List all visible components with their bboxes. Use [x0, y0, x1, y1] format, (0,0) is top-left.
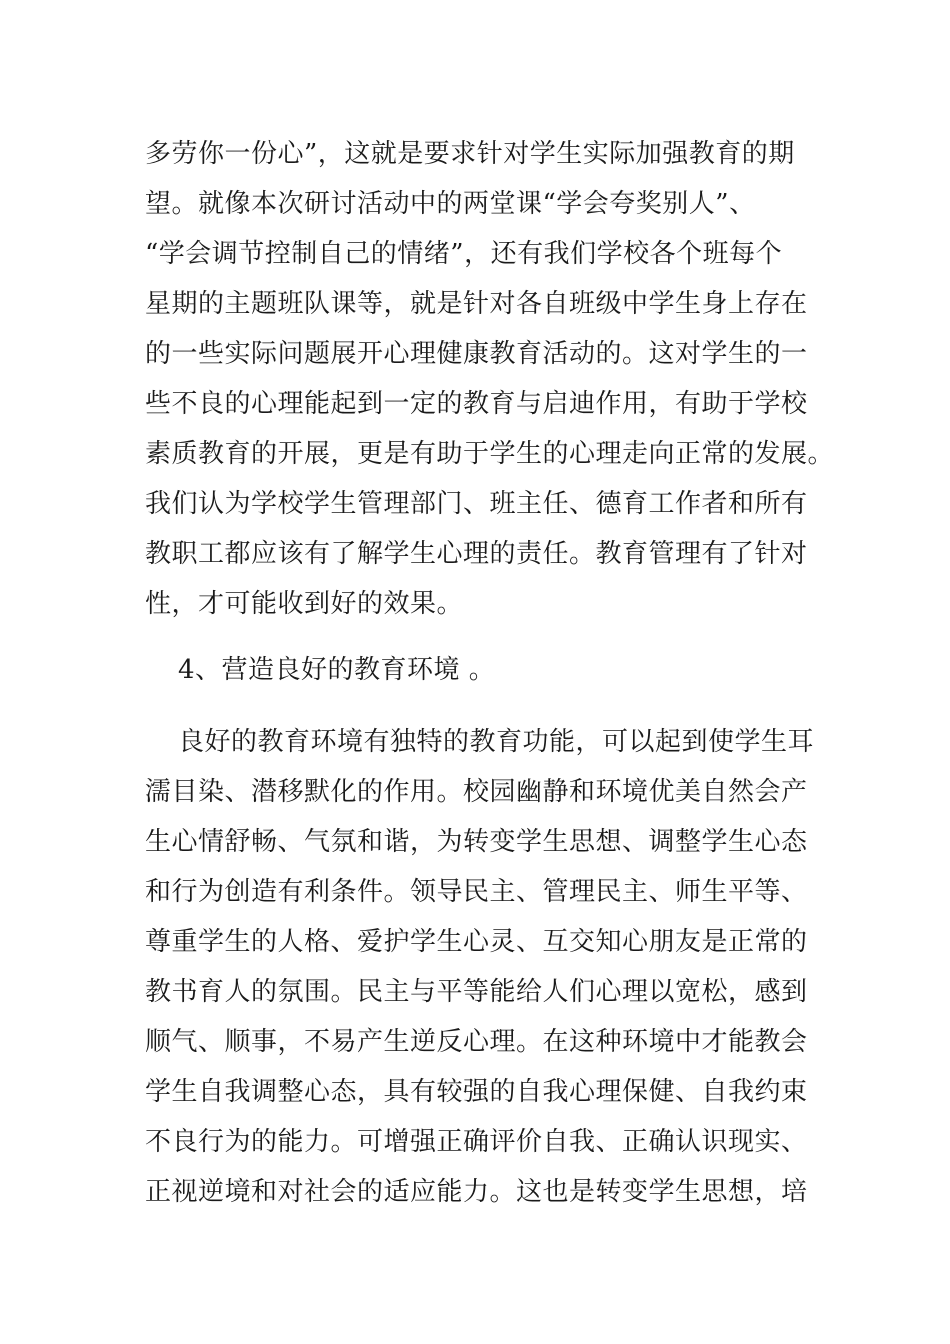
paragraph-2-line-3: 生心情舒畅、气氛和谐，为转变学生思想、调整学生心态 [145, 827, 808, 857]
paragraph-1-line-10: 性，才可能收到好的效果。 [145, 589, 464, 619]
paragraph-2-line-10: 正视逆境和对社会的适应能力。这也是转变学生思想，培 [145, 1177, 808, 1207]
paragraph-1-line-6: 些不良的心理能起到一定的教育与启迪作用，有助于学校 [145, 389, 808, 419]
paragraph-2-line-5: 尊重学生的人格、爱护学生心灵、互交知心朋友是正常的 [145, 927, 808, 957]
paragraph-1-line-1: 多劳你一份心”，这就是要求针对学生实际加强教育的期 [145, 139, 795, 169]
paragraph-2-line-9: 不良行为的能力。可增强正确评价自我、正确认识现实、 [145, 1127, 808, 1157]
paragraph-2-line-7: 顺气、顺事，不易产生逆反心理。在这种环境中才能教会 [145, 1027, 808, 1057]
paragraph-1-line-5: 的一些实际问题展开心理健康教育活动的。这对学生的一 [145, 339, 808, 369]
paragraph-1-line-8: 我们认为学校学生管理部门、班主任、德育工作者和所有 [145, 489, 808, 519]
section-heading-4: 4、营造良好的教育环境 。 [178, 655, 496, 685]
paragraph-2-line-2: 濡目染、潜移默化的作用。校园幽静和环境优美自然会产 [145, 777, 808, 807]
paragraph-1-line-9: 教职工都应该有了解学生心理的责任。教育管理有了针对 [145, 539, 808, 569]
paragraph-2-line-8: 学生自我调整心态，具有较强的自我心理保健、自我约束 [145, 1077, 808, 1107]
paragraph-1-line-7: 素质教育的开展，更是有助于学生的心理走向正常的发展。 [145, 439, 835, 469]
paragraph-2-line-1: 良好的教育环境有独特的教育功能，可以起到使学生耳 [178, 727, 815, 757]
paragraph-2-line-6: 教书育人的氛围。民主与平等能给人们心理以宽松，感到 [145, 977, 808, 1007]
paragraph-2-line-4: 和行为创造有利条件。领导民主、管理民主、师生平等、 [145, 877, 808, 907]
paragraph-1-line-3: “学会调节控制自己的情绪”，还有我们学校各个班每个 [145, 239, 783, 269]
paragraph-1-line-4: 星期的主题班队课等，就是针对各自班级中学生身上存在 [145, 289, 808, 319]
paragraph-1-line-2: 望。就像本次研讨活动中的两堂课“学会夸奖别人”、 [145, 189, 756, 219]
